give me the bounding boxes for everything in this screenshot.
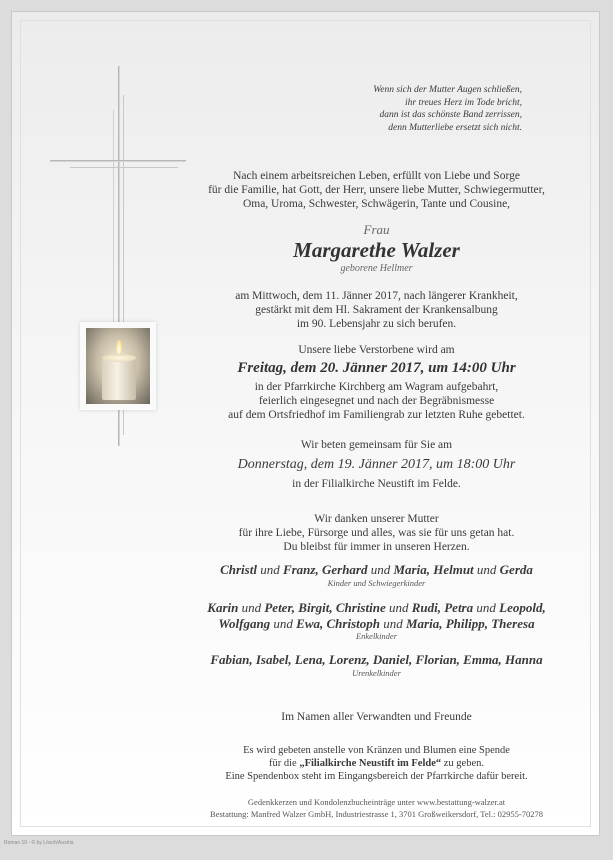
cross-bar bbox=[70, 167, 178, 168]
donation-note: Es wird gebeten anstelle von Kränzen und Blumen eine Spende für die „Filialkirche Neustift im Felde“ zu geben. Eine Spendenbox steht im Eingangsbereich der Pfarrkirche dafür bereit. bbox=[225, 745, 528, 782]
poem bbox=[300, 84, 522, 134]
cross-bar bbox=[50, 160, 186, 162]
death-notice: am Mittwoch, dem 11. Jänner 2017, nach längerer Krankheit, gestärkt mit dem Hl. Sakrament der Krankensalbung im 90. Lebensjahr zu sich berufen. bbox=[235, 290, 518, 330]
children-label: Kinder und Schwiegerkinder bbox=[327, 578, 426, 588]
deceased-name: Margarethe Walzer bbox=[293, 238, 460, 262]
grandchildren-names: Karin und Peter, Birgit, Christine und Rudi, Petra und Leopold, Wolfgang und Ewa, Christoph und Maria, Philipp, Theresa bbox=[207, 600, 546, 631]
intro: Nach einem arbeitsreichen Leben, erfüllt von Liebe und Sorge für die Familie, hat Gott, der Herr, unsere liebe Mutter, Schwiegermutter, Oma, Uroma, Schwester, Schwägerin, Tante und Cousine, bbox=[208, 170, 545, 211]
title-frau: Frau bbox=[363, 222, 390, 237]
thanks: Wir danken unserer Mutter für ihre Liebe, Fürsorge und alles, was sie für uns getan hat. Du bleibst für immer in unseren Herzen. bbox=[238, 513, 515, 553]
imprint: Roman 10 - © by Lösch/Austria bbox=[4, 840, 74, 846]
children-names: Christl und Franz, Gerhard und Maria, Helmut und Gerda bbox=[220, 562, 533, 577]
relatives-line: Im Namen aller Verwandten und Freunde bbox=[281, 711, 472, 723]
footer bbox=[70, 797, 613, 820]
prayer-date: Donnerstag, dem 19. Jänner 2017, um 18:00 Uhr bbox=[237, 457, 516, 472]
maiden-name: geborene Hellmer bbox=[340, 263, 413, 274]
prayer-intro: Wir beten gemeinsam für Sie am bbox=[300, 439, 453, 451]
great-grandchildren-label: Urenkelkinder bbox=[352, 668, 401, 678]
great-grandchildren-names: Fabian, Isabel, Lena, Lorenz, Daniel, Florian, Emma, Hanna bbox=[210, 652, 543, 667]
undertaker-line: Bestattung: Manfred Walzer GmbH, Industriestrasse 1, 3701 Großweikersdorf, Tel.: 02955-70278 bbox=[210, 808, 543, 819]
poem-line: denn Mutterliebe ersetzt sich nicht. bbox=[388, 122, 522, 133]
card-border bbox=[20, 20, 591, 827]
laid-intro: Unsere liebe Verstorbene wird am bbox=[298, 344, 455, 356]
poem-line: ihr treues Herz im Tode bricht, bbox=[405, 97, 522, 108]
poem-line: Wenn sich der Mutter Augen schließen, bbox=[373, 85, 522, 95]
funeral-details: in der Pfarrkirche Kirchberg am Wagram aufgebahrt, feierlich eingesegnet und nach der Begräbnismesse auf dem Ortsfriedhof im Familiengrab zur letzten Ruhe gebettet. bbox=[228, 381, 525, 421]
funeral-date: Freitag, dem 20. Jänner 2017, um 14:00 Uhr bbox=[237, 360, 516, 376]
condolence-line: Gedenkkerzen und Kondolenzbucheinträge unter www.bestattung-walzer.at bbox=[247, 797, 506, 807]
poem-line: dann ist das schönste Band zerrissen, bbox=[379, 110, 522, 120]
prayer-place: in der Filialkirche Neustift im Felde. bbox=[292, 478, 461, 490]
grandchildren-label: Enkelkinder bbox=[355, 631, 398, 641]
